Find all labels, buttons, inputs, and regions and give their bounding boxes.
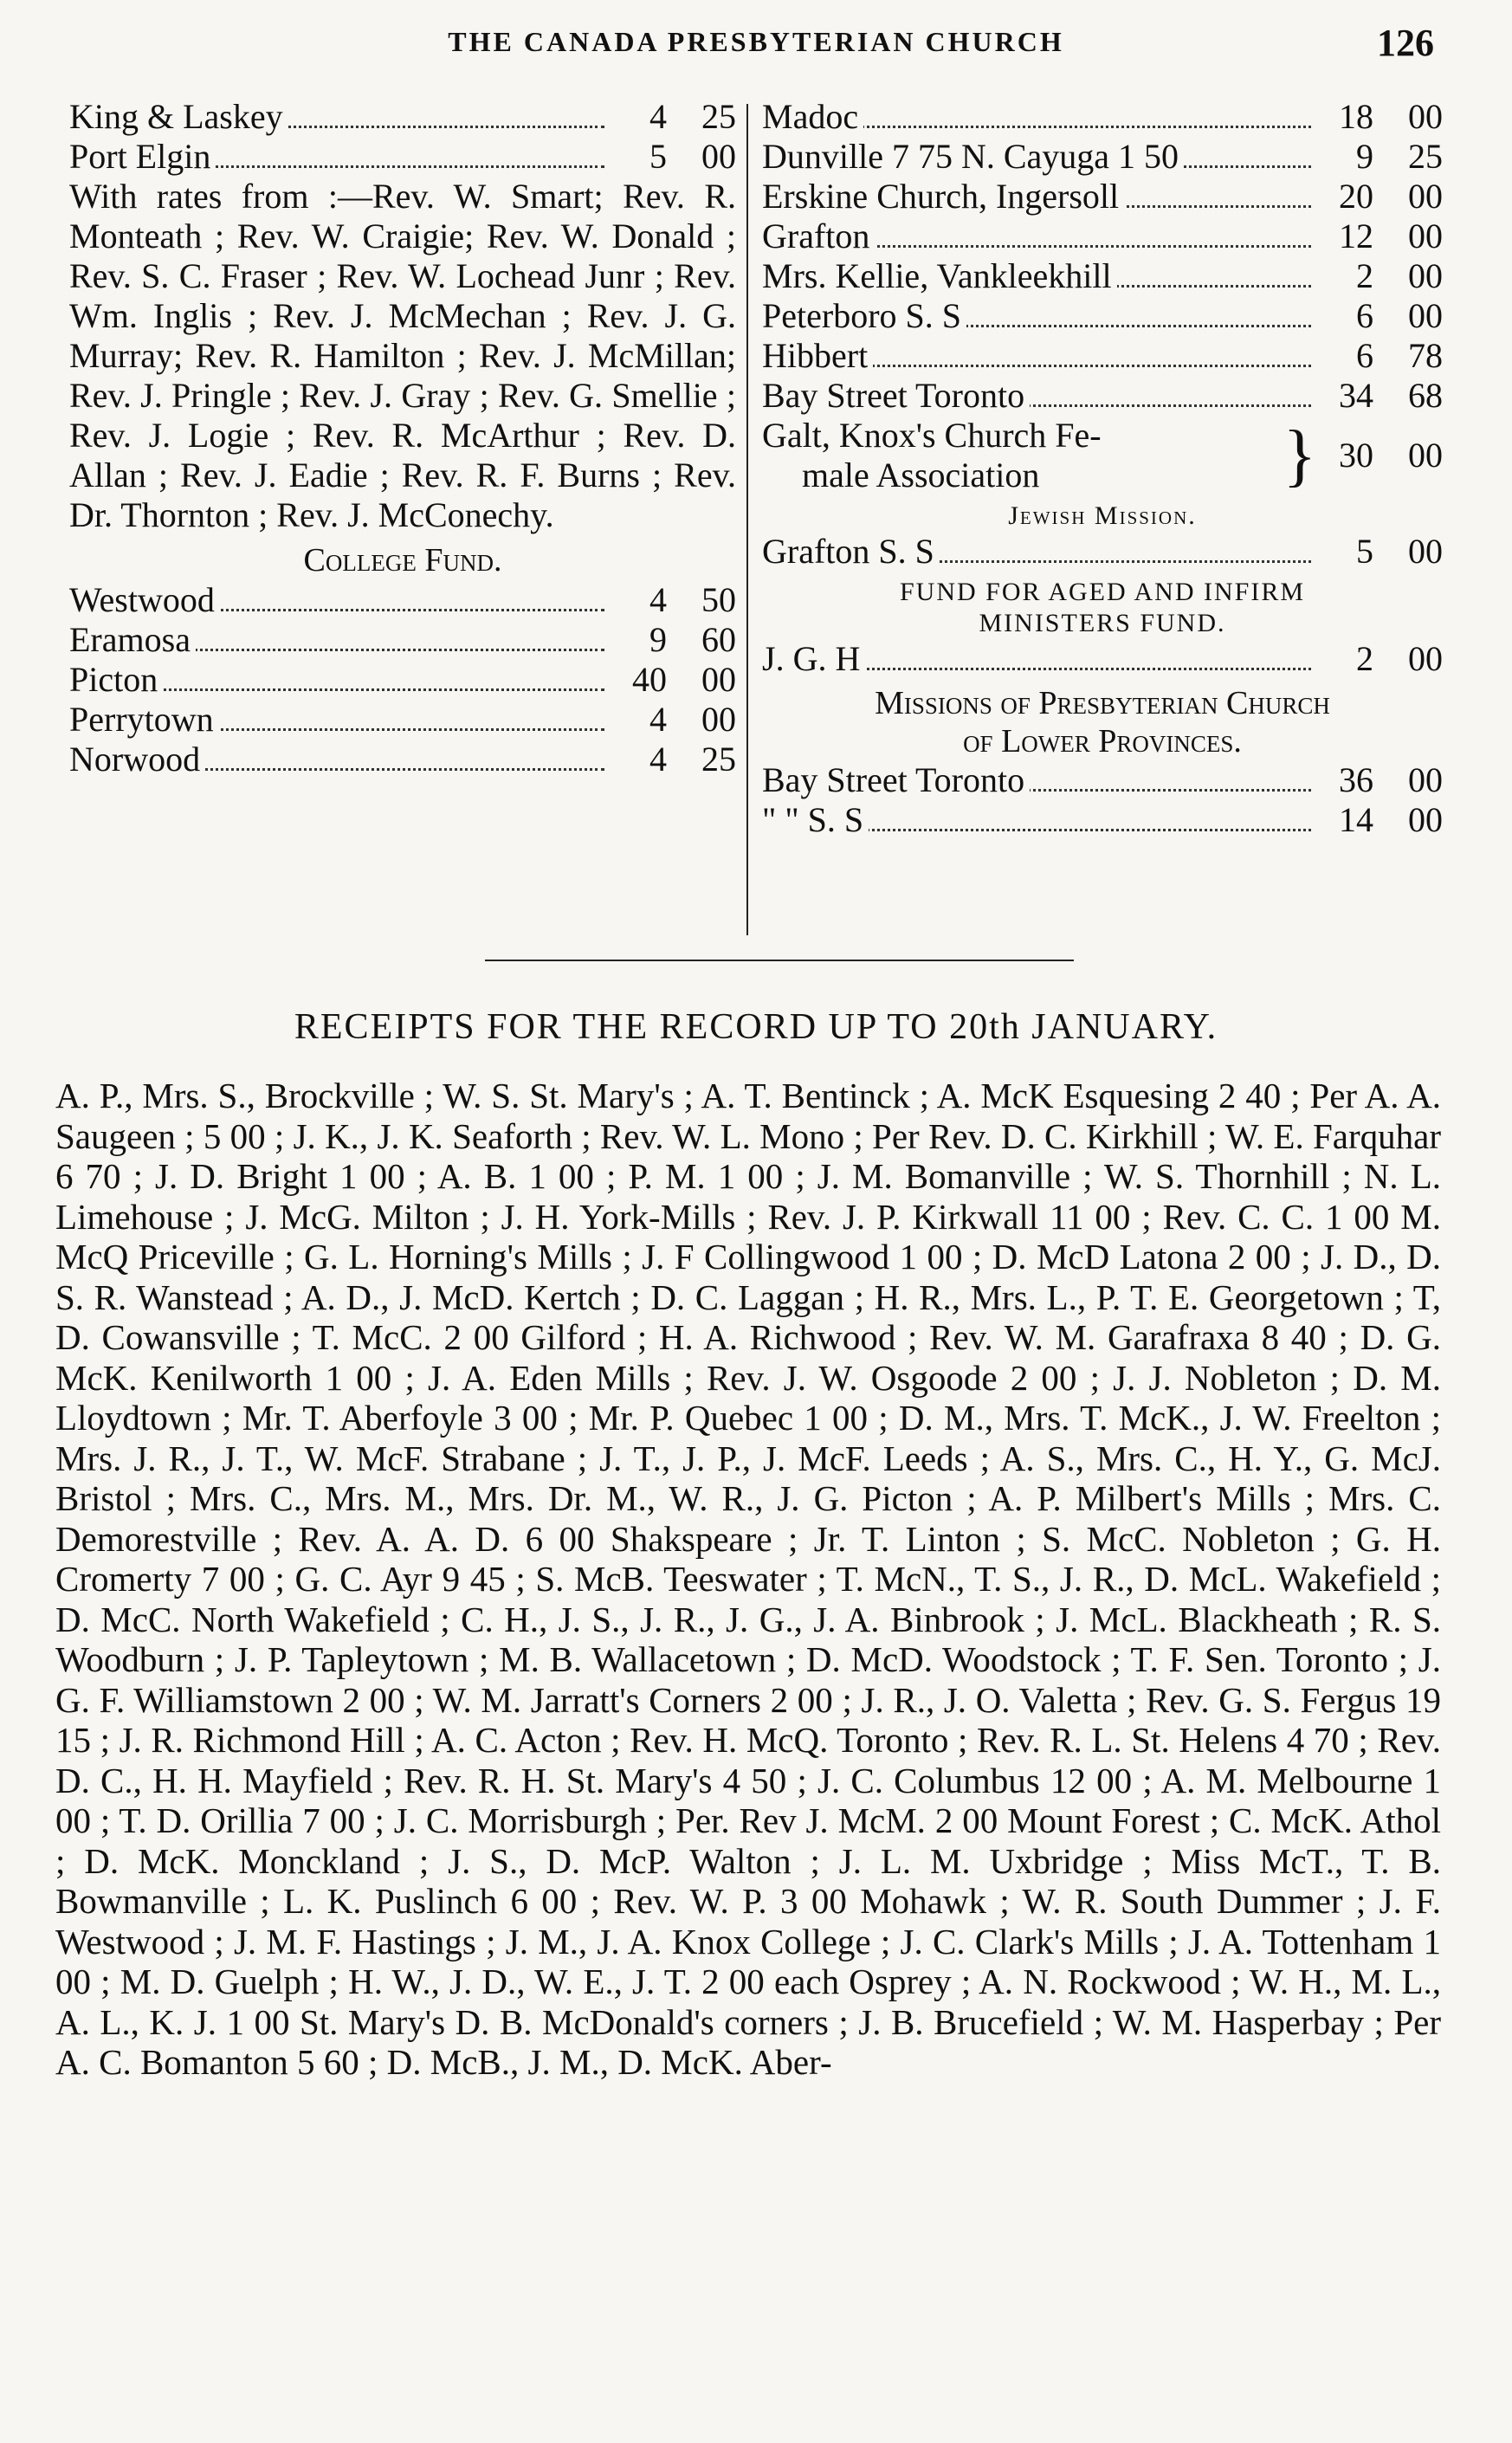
brace-icon: } (1283, 417, 1316, 494)
list-item (762, 760, 1443, 800)
entry-name: Picton (69, 660, 163, 699)
college-fund-heading: College Fund. (303, 542, 502, 578)
list-item (762, 177, 1443, 217)
entry-name: Westwood (69, 580, 220, 619)
receipts-paragraph: A. P., Mrs. S., Brockville ; W. S. St. Mary's ; A. T. Bentinck ; A. McK Esquesing 2 40 ; Per A. A. Saugeen ; 5 00 ; J. K., J. K. Seaforth ; Rev. W. L. Mono ; Per Rev. D. C. Kirkhill ; W. E. Farquhar 6 70 ; J. D. Bright 1 00 ; A. B. 1 00 ; P. M. 1 00 ; J. M. Bomanville ; W. S. Thornhill ; N. L. Limehouse ; J. McG. Milton ; J. H. York-Mills ; Rev. J. P. Kirkwall 11 00 ; Rev. C. C. 1 00 M. McQ Priceville ; G. L. Horning's Mills ; J. F Collingwood 1 00 ; D. McD Latona 2 00 ; J. D., D. S. R. Wanstead ; A. D., J. McD. Kertch ; D. C. Laggan ; H. R., Mrs. L., P. T. E. Georgetown ; T, D. Cowansville ; T. McC. 2 00 Gilford ; H. A. Richwood ; Rev. W. M. Garafraxa 8 40 ; D. G. McK. Kenilworth 1 00 ; J. A. Eden Mills ; Rev. J. W. Osgoode 2 00 ; J. J. Nobleton ; D. M. Lloydtown ; Mr. T. Aberfoyle 3 00 ; Mr. P. Quebec 1 00 ; D. M., Mrs. T. McK., J. W. Freelton ; Mrs. J. R., J. T., W. McF. Strabane ; J. T., J. P., J. McF. Leeds ; A. S., Mrs. C., H. Y., G. McJ. Bristol ; Mrs. C., Mrs. M., Mrs. Dr. M., W. R., J. G. Picton ; A. P. Milbert's Mills ; Mrs. C. Demorestville ; Rev. A. A. D. 6 00 Shakspeare ; Jr. T. Linton ; S. McC. Nobleton ; G. H. Cromerty 7 00 ; G. C. Ayr 9 45 ; S. McB. Teeswater ; T. McN., T. S., J. R., D. McL. Wakefield ; D. McC. North Wakefield ; C. H., J. S., J. R., J. G., J. A. Binbrook ; J. McL. Blackheath ; R. S. Woodburn ; J. P. Tapleytown ; M. B. Wallacetown ; D. McD. Woodstock ; T. F. Sen. Toronto ; J. G. F. Williamstown 2 00 ; W. M. Jarratt's Corners 2 00 ; J. R., J. O. Valetta ; Rev. G. S. Fergus 19 15 ; J. R. Richmond Hill ; A. C. Acton ; Rev. H. McQ. Toronto ; Rev. R. L. St. Helens 4 70 ; Rev. D. C., H. H. Mayfield ; Rev. R. H. St. Mary's 4 50 ; J. C. Columbus 12 00 ; A. M. Melbourne 1 00 ; T. D. Orillia 7 00 ; J. C. Morrisburgh ; Per. Rev J. McM. 2 00 Mount Forest ; C. McK. Athol ; D. McK. Monckland ; J. S., D. McP. Walton ; J. L. M. Uxbridge ; Miss McT., T. B. Bowmanville ; L. K. Puslinch 6 00 ; Rev. W. P. 3 00 Mohawk ; W. R. South Dummer ; J. F. Westwood ; J. M. F. Hastings ; J. M., J. A. Knox College ; J. C. Clark's Mills ; J. A. Tottenham 1 00 ; M. D. Guelph ; H. W., J. D., W. E., J. T. 2 00 each Osprey ; A. N. Rockwood ; W. H., M. L., A. L., K. J. 1 00 St. Mary's D. B. McDonald's corners ; J. B. Brucefield ; W. M. Hasperbay ; Per A. C. Bomanton 5 60 ; D. McB., J. M., D. McK. Aber- (55, 1076, 1441, 2082)
entry-cents: 00 (701, 660, 736, 699)
list-item (69, 137, 736, 177)
entry-dollars: 14 (1339, 800, 1373, 839)
entry-name: Bay Street Toronto (762, 760, 1030, 799)
entry-cents: 00 (1408, 639, 1443, 678)
entry-name: " " S. S (762, 800, 869, 839)
missions-heading-line-1: Missions of Presbyterian Church (875, 685, 1330, 721)
entry-name: Perrytown (69, 700, 219, 739)
galt-line-1: Galt, Knox's Church Fe- (762, 416, 1102, 455)
entry-cents: 00 (1408, 532, 1443, 571)
entry-name: Peterboro S. S (762, 296, 966, 335)
entry-dollars: 20 (1339, 177, 1373, 216)
entry-dollars: 40 (632, 660, 667, 699)
section-divider (485, 960, 1074, 961)
entry-cents: 25 (701, 740, 736, 779)
entry-cents: 00 (701, 137, 736, 176)
entry-cents: 68 (1408, 376, 1443, 415)
list-item (762, 137, 1443, 177)
list-item (762, 639, 1443, 679)
page-number: 126 (1377, 22, 1434, 64)
entry-name: Eramosa (69, 620, 196, 659)
list-item (762, 532, 1443, 572)
right-column (762, 97, 1443, 840)
entry-dollars: 6 (1356, 296, 1373, 335)
column-divider (746, 104, 748, 935)
entry-dollars: 36 (1339, 760, 1373, 799)
entry-cents: 25 (1408, 137, 1443, 176)
running-title: THE CANADA PRESBYTERIAN CHURCH (448, 26, 1064, 57)
rates-paragraph: With rates from :—Rev. W. Smart; Rev. R. Monteath ; Rev. W. Craigie; Rev. W. Donald ; Rev. S. C. Fraser ; Rev. W. Lochead Junr ; Rev. Wm. Inglis ; Rev. J. McMechan ; Rev. J. G. Murray; Rev. R. Hamilton ; Rev. J. McMillan; Rev. J. Pringle ; Rev. J. Gray ; Rev. G. Smellie ; Rev. J. Logie ; Rev. R. McArthur ; Rev. D. Allan ; Rev. J. Eadie ; Rev. R. F. Burns ; Rev. Dr. Thornton ; Rev. J. McConechy. (69, 177, 736, 534)
entry-dollars: 4 (649, 97, 667, 136)
entry-cents: 00 (1408, 256, 1443, 295)
entry-cents: 50 (701, 580, 736, 619)
entry-dollars: 5 (649, 137, 667, 176)
contribution-columns (69, 97, 1443, 937)
entry-dollars: 6 (1356, 336, 1373, 375)
entry-dollars: 18 (1339, 97, 1373, 136)
entry-cents: 00 (1408, 177, 1443, 216)
page-header (69, 16, 1443, 76)
entry-cents: 00 (1408, 296, 1443, 335)
entry-name: Mrs. Kellie, Vankleekhill (762, 256, 1117, 295)
entry-name: Hibbert (762, 336, 873, 375)
entry-name: Bay Street Toronto (762, 376, 1030, 415)
aged-fund-heading-line-1: FUND FOR AGED AND INFIRM (899, 578, 1306, 606)
left-column (69, 97, 736, 779)
entry-dollars: 2 (1356, 256, 1373, 295)
entry-dollars: 5 (1356, 532, 1373, 571)
list-item (762, 376, 1443, 416)
entry-dollars: 30 (1339, 436, 1373, 475)
entry-dollars: 4 (649, 700, 667, 739)
entry-dollars: 4 (649, 580, 667, 619)
list-item (69, 580, 736, 620)
entry-cents: 78 (1408, 336, 1443, 375)
entry-name: Erskine Church, Ingersoll (762, 177, 1124, 216)
entry-cents: 00 (701, 700, 736, 739)
aged-fund-heading-line-2: MINISTERS FUND. (979, 609, 1226, 637)
list-item (762, 97, 1443, 137)
missions-heading-line-2: of Lower Provinces. (963, 723, 1242, 759)
missions-heading (762, 684, 1443, 760)
entry-cents: 00 (1408, 436, 1443, 475)
entry-cents: 25 (701, 97, 736, 136)
entry-name: Port Elgin (69, 137, 216, 176)
entry-name: King & Laskey (69, 97, 288, 136)
receipts-heading: RECEIPTS FOR THE RECORD UP TO 20th JANUARY. (294, 1007, 1218, 1047)
entry-cents: 60 (701, 620, 736, 659)
entry-cents: 00 (1408, 760, 1443, 799)
list-item (69, 740, 736, 779)
entry-dollars: 4 (649, 740, 667, 779)
entry-cents: 00 (1408, 217, 1443, 255)
list-item (762, 336, 1443, 376)
list-item (762, 296, 1443, 336)
list-item (69, 660, 736, 700)
list-item (69, 620, 736, 660)
list-item (69, 97, 736, 137)
entry-dollars: 9 (649, 620, 667, 659)
entry-name: Norwood (69, 740, 205, 779)
list-item (762, 217, 1443, 256)
entry-name: Madoc (762, 97, 863, 136)
entry-dollars: 9 (1356, 137, 1373, 176)
list-item (762, 256, 1443, 296)
entry-name: Grafton S. S (762, 532, 940, 571)
galt-line-2: male Association (802, 456, 1040, 494)
jewish-mission-heading: Jewish Mission. (1008, 501, 1197, 530)
entry-dollars: 34 (1339, 376, 1373, 415)
entry-name: Grafton (762, 217, 875, 255)
entry-dollars: 2 (1356, 639, 1373, 678)
list-item (69, 700, 736, 740)
entry-name: Dunville 7 75 N. Cayuga 1 50 (762, 137, 1184, 176)
entry-cents: 00 (1408, 800, 1443, 839)
entry-dollars: 12 (1339, 217, 1373, 255)
aged-fund-heading (762, 577, 1443, 639)
entry-name: J. G. H (762, 639, 865, 678)
galt-entry (762, 416, 1443, 495)
entry-cents: 00 (1408, 97, 1443, 136)
list-item (762, 800, 1443, 840)
